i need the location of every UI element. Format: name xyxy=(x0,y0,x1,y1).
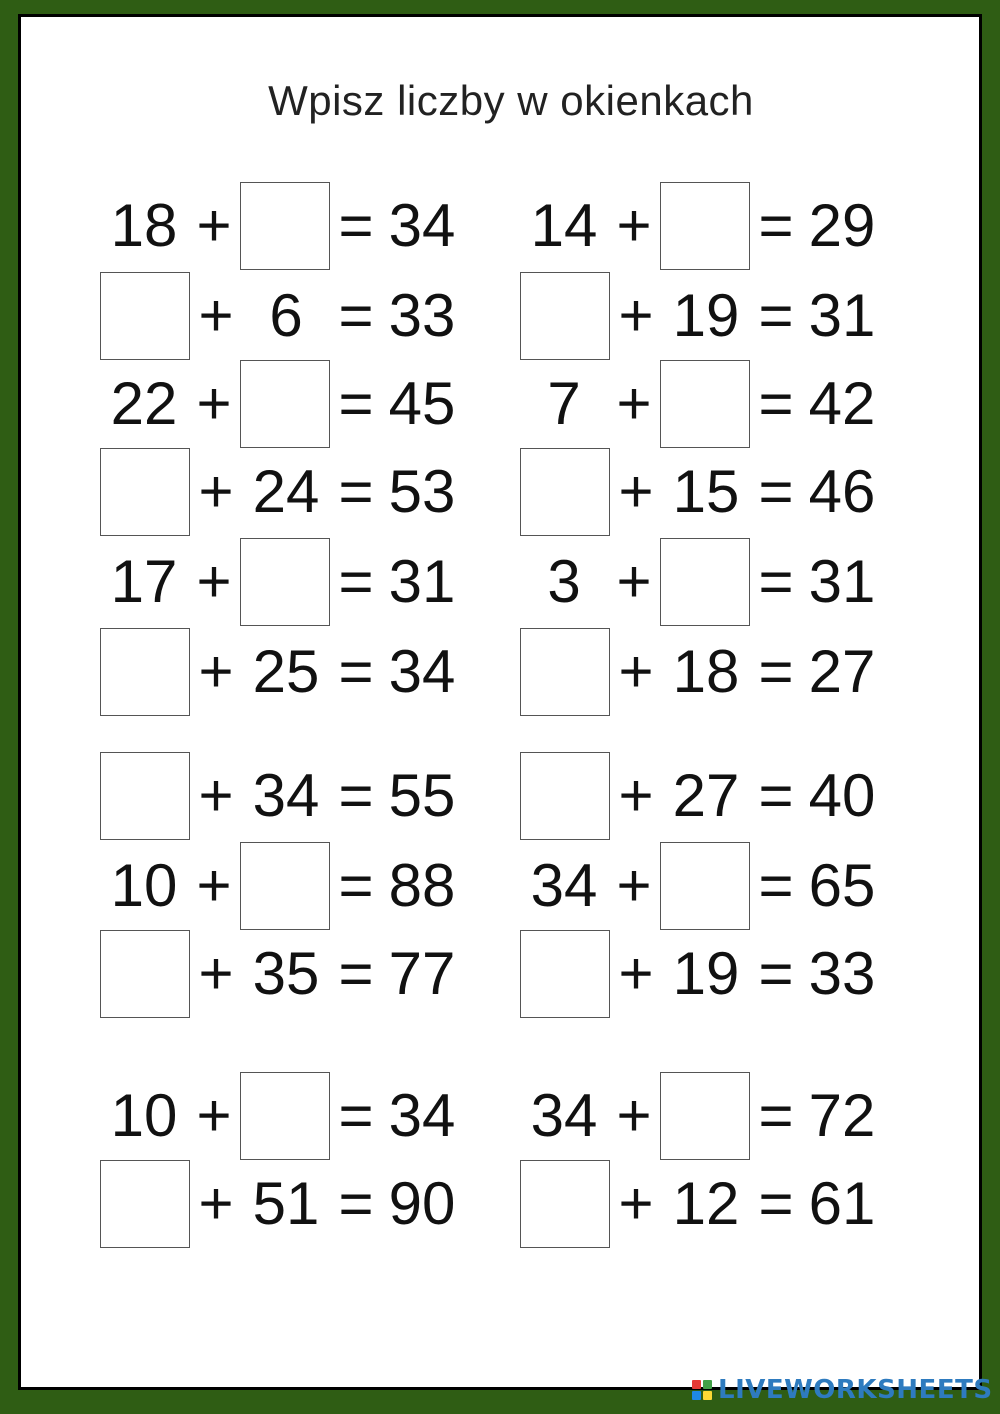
operand-b: 12 xyxy=(672,1170,740,1237)
plus-sign: + xyxy=(616,192,652,259)
equation xyxy=(520,1072,882,1160)
result: 31 xyxy=(388,548,456,615)
equals-sign: = xyxy=(338,458,374,525)
result: 31 xyxy=(808,548,876,615)
result: 33 xyxy=(808,940,876,1007)
equals-sign: = xyxy=(758,940,794,1007)
answer-box[interactable] xyxy=(660,538,750,626)
equals-sign: = xyxy=(758,852,794,919)
plus-sign: + xyxy=(198,458,234,525)
answer-box[interactable] xyxy=(660,360,750,448)
result: 34 xyxy=(388,1082,456,1149)
plus-sign: + xyxy=(198,1170,234,1237)
equals-sign: = xyxy=(758,1170,794,1237)
equals-sign: = xyxy=(338,192,374,259)
result: 33 xyxy=(388,282,456,349)
operand-b: 19 xyxy=(672,282,740,349)
equation xyxy=(520,182,882,270)
result: 88 xyxy=(388,852,456,919)
equation xyxy=(520,1160,882,1248)
equals-sign: = xyxy=(338,638,374,705)
plus-sign: + xyxy=(618,282,654,349)
operand-a: 17 xyxy=(110,548,178,615)
answer-box[interactable] xyxy=(240,182,330,270)
result: 55 xyxy=(388,762,456,829)
result: 27 xyxy=(808,638,876,705)
operand-b: 19 xyxy=(672,940,740,1007)
equals-sign: = xyxy=(758,762,794,829)
plus-sign: + xyxy=(618,940,654,1007)
plus-sign: + xyxy=(618,638,654,705)
plus-sign: + xyxy=(196,852,232,919)
equals-sign: = xyxy=(338,282,374,349)
equation xyxy=(520,930,882,1018)
operand-b: 15 xyxy=(672,458,740,525)
plus-sign: + xyxy=(198,282,234,349)
answer-box[interactable] xyxy=(520,628,610,716)
equation xyxy=(100,272,462,360)
brand-name: LIVEWORKSHEETS xyxy=(718,1375,993,1405)
equation xyxy=(520,752,882,840)
result: 31 xyxy=(808,282,876,349)
equals-sign: = xyxy=(758,282,794,349)
answer-box[interactable] xyxy=(660,842,750,930)
equation xyxy=(520,448,882,536)
result: 29 xyxy=(808,192,876,259)
answer-box[interactable] xyxy=(100,930,190,1018)
plus-sign: + xyxy=(196,548,232,615)
plus-sign: + xyxy=(198,762,234,829)
result: 45 xyxy=(388,370,456,437)
answer-box[interactable] xyxy=(660,1072,750,1160)
equation xyxy=(100,1072,462,1160)
equals-sign: = xyxy=(338,548,374,615)
answer-box[interactable] xyxy=(240,842,330,930)
equation xyxy=(520,538,882,626)
equation xyxy=(100,628,462,716)
equation xyxy=(520,272,882,360)
result: 61 xyxy=(808,1170,876,1237)
plus-sign: + xyxy=(198,940,234,1007)
equation xyxy=(100,448,462,536)
plus-sign: + xyxy=(618,1170,654,1237)
plus-sign: + xyxy=(196,1082,232,1149)
equation xyxy=(100,842,462,930)
equals-sign: = xyxy=(758,548,794,615)
equals-sign: = xyxy=(758,638,794,705)
worksheet-title: Wpisz liczby w okienkach xyxy=(268,77,754,124)
answer-box[interactable] xyxy=(520,930,610,1018)
operand-a: 10 xyxy=(110,1082,178,1149)
answer-box[interactable] xyxy=(520,448,610,536)
worksheet xyxy=(18,14,982,1390)
answer-box[interactable] xyxy=(240,360,330,448)
plus-sign: + xyxy=(618,458,654,525)
operand-b: 18 xyxy=(672,638,740,705)
liveworksheets-logo-icon xyxy=(692,1380,712,1400)
result: 42 xyxy=(808,370,876,437)
result: 90 xyxy=(388,1170,456,1237)
equals-sign: = xyxy=(338,1170,374,1237)
operand-a: 10 xyxy=(110,852,178,919)
equals-sign: = xyxy=(338,370,374,437)
equation xyxy=(100,752,462,840)
operand-b: 25 xyxy=(252,638,320,705)
operand-b: 35 xyxy=(252,940,320,1007)
answer-box[interactable] xyxy=(520,752,610,840)
equals-sign: = xyxy=(758,192,794,259)
equation xyxy=(520,842,882,930)
plus-sign: + xyxy=(196,370,232,437)
equals-sign: = xyxy=(758,1082,794,1149)
answer-box[interactable] xyxy=(100,1160,190,1248)
answer-box[interactable] xyxy=(520,272,610,360)
equals-sign: = xyxy=(338,940,374,1007)
equals-sign: = xyxy=(338,1082,374,1149)
equation xyxy=(520,360,882,448)
equation xyxy=(520,628,882,716)
answer-box[interactable] xyxy=(100,628,190,716)
plus-sign: + xyxy=(616,852,652,919)
answer-box[interactable] xyxy=(100,272,190,360)
equation xyxy=(100,538,462,626)
equation xyxy=(100,360,462,448)
equals-sign: = xyxy=(338,852,374,919)
plus-sign: + xyxy=(616,1082,652,1149)
plus-sign: + xyxy=(616,370,652,437)
result: 34 xyxy=(388,192,456,259)
result: 40 xyxy=(808,762,876,829)
operand-a: 22 xyxy=(110,370,178,437)
equation xyxy=(100,930,462,1018)
operand-b: 24 xyxy=(252,458,320,525)
result: 46 xyxy=(808,458,876,525)
answer-box[interactable] xyxy=(240,538,330,626)
operand-b: 27 xyxy=(672,762,740,829)
operand-a: 18 xyxy=(110,192,178,259)
brand-footer xyxy=(692,1376,993,1404)
operand-a: 14 xyxy=(530,192,598,259)
equation xyxy=(100,1160,462,1248)
result: 72 xyxy=(808,1082,876,1149)
result: 77 xyxy=(388,940,456,1007)
answer-box[interactable] xyxy=(240,1072,330,1160)
equals-sign: = xyxy=(758,370,794,437)
answer-box[interactable] xyxy=(660,182,750,270)
operand-a: 34 xyxy=(530,1082,598,1149)
operand-b: 51 xyxy=(252,1170,320,1237)
plus-sign: + xyxy=(616,548,652,615)
operand-a: 7 xyxy=(547,370,581,437)
answer-box[interactable] xyxy=(100,448,190,536)
operand-b: 6 xyxy=(269,282,303,349)
equals-sign: = xyxy=(758,458,794,525)
plus-sign: + xyxy=(198,638,234,705)
plus-sign: + xyxy=(618,762,654,829)
result: 65 xyxy=(808,852,876,919)
operand-a: 3 xyxy=(547,548,581,615)
plus-sign: + xyxy=(196,192,232,259)
answer-box[interactable] xyxy=(520,1160,610,1248)
answer-box[interactable] xyxy=(100,752,190,840)
operand-a: 34 xyxy=(530,852,598,919)
equals-sign: = xyxy=(338,762,374,829)
result: 34 xyxy=(388,638,456,705)
result: 53 xyxy=(388,458,456,525)
operand-b: 34 xyxy=(252,762,320,829)
equation xyxy=(100,182,462,270)
